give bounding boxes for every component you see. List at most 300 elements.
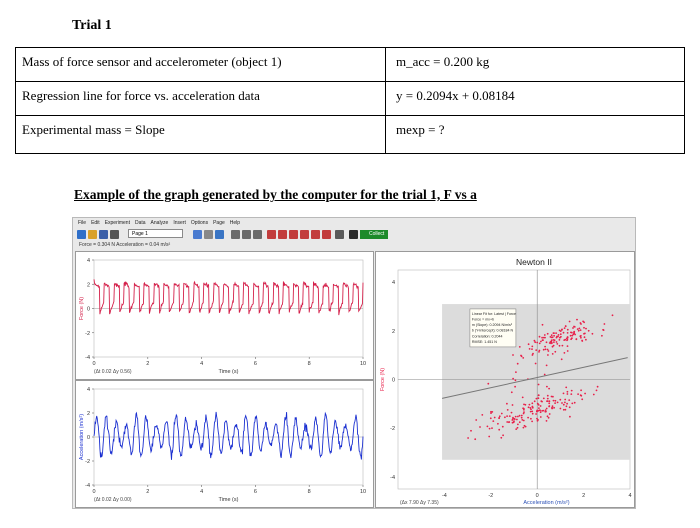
- data-point: [571, 335, 573, 337]
- y-tick-label: 2: [391, 328, 395, 335]
- data-point: [517, 427, 519, 429]
- data-point: [536, 398, 538, 400]
- data-point: [563, 339, 565, 341]
- data-point: [551, 396, 553, 398]
- data-point: [584, 393, 586, 395]
- data-point: [539, 409, 541, 411]
- data-point: [601, 335, 603, 337]
- data-point: [546, 386, 548, 388]
- data-point: [474, 438, 476, 440]
- data-point: [560, 330, 562, 332]
- data-point: [511, 391, 513, 393]
- data-point: [506, 421, 508, 423]
- data-point: [584, 333, 586, 335]
- y-axis-label: Acceleration (m/s²): [79, 413, 85, 461]
- data-point: [547, 415, 549, 417]
- data-point: [565, 387, 567, 389]
- data-point: [580, 337, 582, 339]
- data-point: [548, 406, 550, 408]
- linear-fit-icon[interactable]: [311, 230, 320, 239]
- data-point: [507, 409, 509, 411]
- data-point: [487, 383, 489, 385]
- data-point: [528, 343, 530, 345]
- acceleration-time-graph[interactable]: [75, 380, 374, 508]
- data-point: [512, 404, 514, 406]
- data-point: [547, 400, 549, 402]
- y-tick-label: -2: [390, 426, 395, 433]
- data-point: [516, 419, 518, 421]
- data-point: [497, 423, 499, 425]
- newton-ii-graph[interactable]: [375, 251, 635, 508]
- y-tick-label: 0: [86, 306, 90, 313]
- data-point: [580, 329, 582, 331]
- data-point: [574, 402, 576, 404]
- data-point: [551, 407, 553, 409]
- fit-info-line: m (Slope): 0.2094 N/m/s²: [471, 323, 513, 328]
- y-tick-label: 2: [86, 282, 90, 289]
- data-point: [531, 346, 533, 348]
- data-point: [540, 416, 542, 418]
- data-point: [585, 328, 587, 330]
- data-point: [535, 413, 537, 415]
- data-point: [517, 363, 519, 365]
- data-point: [552, 353, 554, 355]
- data-point: [571, 403, 573, 405]
- table-cell-value: mexp = ?: [386, 116, 685, 154]
- data-point: [532, 406, 534, 408]
- menu-item-experiment[interactable]: Experiment: [104, 220, 130, 226]
- data-point: [559, 339, 561, 341]
- data-point: [571, 390, 573, 392]
- data-point: [488, 436, 490, 438]
- data-point: [538, 397, 540, 399]
- data-point: [522, 357, 524, 359]
- data-point: [597, 386, 599, 388]
- data-point: [561, 329, 563, 331]
- data-point: [571, 337, 573, 339]
- data-point: [555, 400, 557, 402]
- data-point: [550, 336, 552, 338]
- x-axis-label: Time (s): [218, 369, 239, 375]
- x-tick-label: 0: [92, 489, 96, 495]
- page-nav-icon[interactable]: [193, 230, 202, 239]
- data-point: [580, 394, 582, 396]
- data-point: [549, 413, 551, 415]
- fit-info-line: Correlation: 0.2044: [471, 334, 503, 339]
- x-tick-label: 4: [200, 489, 204, 495]
- data-point: [537, 410, 539, 412]
- data-point: [541, 410, 543, 412]
- open-folder-icon[interactable]: [88, 230, 97, 239]
- x-tick-label: 8: [307, 489, 311, 495]
- sensor-readout: Force = 0.304 N Acceleration = 0.04 m/s²: [79, 242, 171, 248]
- data-point: [546, 420, 548, 422]
- print-icon[interactable]: [110, 230, 119, 239]
- data-point: [576, 319, 578, 321]
- data-point: [498, 417, 500, 419]
- data-point: [578, 330, 580, 332]
- data-point: [563, 332, 565, 334]
- data-point: [538, 384, 540, 386]
- data-point: [559, 399, 561, 401]
- data-point: [539, 343, 541, 345]
- data-point: [557, 402, 559, 404]
- data-point: [553, 407, 555, 409]
- menu-item-edit[interactable]: Edit: [91, 220, 100, 226]
- x-tick-label: 0: [92, 361, 96, 367]
- data-point: [530, 411, 532, 413]
- delta-readout: (Δt 0.02 Δy 0.00): [94, 497, 132, 503]
- data-point: [517, 416, 519, 418]
- data-point: [504, 416, 506, 418]
- data-point: [550, 343, 552, 345]
- data-point: [559, 345, 561, 347]
- x-tick-label: -2: [488, 493, 494, 499]
- fit-info-line: Linear Fit for: Latest | Force: [471, 311, 516, 316]
- fit-info-line: Force = mx+b: [471, 317, 495, 322]
- data-point: [553, 335, 555, 337]
- data-point: [512, 378, 514, 380]
- x-axis-label: Time (s): [218, 497, 239, 503]
- data-point: [541, 337, 543, 339]
- y-tick-label: -4: [85, 355, 90, 361]
- data-point: [580, 389, 582, 391]
- data-point: [561, 358, 563, 360]
- y-tick-label: 2: [86, 411, 90, 417]
- y-tick-label: -2: [85, 330, 90, 337]
- data-point: [566, 405, 568, 407]
- data-point: [519, 415, 521, 417]
- y-tick-label: 0: [391, 377, 395, 384]
- zoom-in-icon[interactable]: [242, 230, 251, 239]
- x-tick-label: 6: [253, 489, 257, 495]
- statistics-icon[interactable]: [300, 230, 309, 239]
- data-point: [506, 403, 508, 405]
- data-point: [552, 346, 554, 348]
- data-point: [525, 404, 527, 406]
- data-point: [604, 323, 606, 325]
- new-file-icon[interactable]: [77, 230, 86, 239]
- data-point: [523, 420, 525, 422]
- data-point: [563, 404, 565, 406]
- data-point: [573, 332, 575, 334]
- data-point: [569, 321, 571, 323]
- data-point: [559, 337, 561, 339]
- data-point: [570, 393, 572, 395]
- data-point: [523, 427, 525, 429]
- data-point: [523, 411, 525, 413]
- data-point: [517, 424, 519, 426]
- data-point: [532, 353, 534, 355]
- data-point: [467, 437, 469, 439]
- data-point: [529, 348, 531, 350]
- integral-icon[interactable]: [289, 230, 298, 239]
- x-tick-label: 0: [535, 493, 539, 499]
- x-tick-label: 8: [307, 361, 311, 367]
- data-point: [567, 337, 569, 339]
- data-point: [545, 409, 547, 411]
- data-point: [579, 335, 581, 337]
- data-point: [527, 417, 529, 419]
- menu-item-analyze[interactable]: Analyze: [150, 220, 169, 226]
- data-point: [494, 417, 496, 419]
- data-point: [552, 336, 554, 338]
- table-icon[interactable]: [204, 230, 213, 239]
- data-point: [539, 336, 541, 338]
- data-point: [521, 417, 523, 419]
- data-point: [500, 437, 502, 439]
- data-point: [499, 415, 501, 417]
- page-select[interactable]: Page 1: [128, 229, 183, 238]
- menu-item-file[interactable]: File: [78, 220, 87, 226]
- parameters-table: [15, 47, 685, 154]
- data-point: [519, 346, 521, 348]
- data-point: [535, 363, 537, 365]
- data-point: [558, 334, 560, 336]
- data-point: [515, 416, 517, 418]
- data-point: [593, 394, 595, 396]
- data-point: [584, 336, 586, 338]
- sensor-icon[interactable]: [349, 230, 358, 239]
- data-point: [540, 405, 542, 407]
- data-point: [577, 393, 579, 395]
- data-point: [502, 434, 504, 436]
- data-point: [491, 411, 493, 413]
- data-point: [522, 397, 524, 399]
- data-point: [531, 402, 533, 404]
- data-point: [544, 346, 546, 348]
- y-axis-label: Force (N): [79, 296, 85, 321]
- data-point: [557, 336, 559, 338]
- data-point: [560, 333, 562, 335]
- data-point: [528, 406, 530, 408]
- collect-button[interactable]: Collect: [360, 230, 388, 239]
- data-point: [542, 339, 544, 341]
- y-tick-label: 4: [86, 258, 90, 264]
- data-point: [581, 398, 583, 400]
- data-point: [553, 332, 555, 334]
- data-point: [570, 335, 572, 337]
- data-point: [515, 379, 517, 381]
- x-tick-label: 2: [146, 489, 150, 495]
- table-row: [16, 82, 685, 116]
- data-point: [569, 406, 571, 408]
- menu-item-options[interactable]: Options: [190, 220, 209, 226]
- data-point: [534, 400, 536, 402]
- data-point: [540, 341, 542, 343]
- data-point: [544, 337, 546, 339]
- data-point: [547, 349, 549, 351]
- data-point: [564, 402, 566, 404]
- data-point: [512, 354, 514, 356]
- software-screenshot: [72, 217, 636, 509]
- data-point: [521, 415, 523, 417]
- y-tick-label: 4: [86, 387, 90, 393]
- x-tick-label: 10: [359, 361, 367, 367]
- data-point: [555, 332, 557, 334]
- data-point: [549, 400, 551, 402]
- tangent-icon[interactable]: [278, 230, 287, 239]
- examine-icon[interactable]: [267, 230, 276, 239]
- table-row: [16, 116, 685, 154]
- x-tick-label: 4: [628, 493, 632, 499]
- data-point: [576, 338, 578, 340]
- data-point: [565, 325, 567, 327]
- data-point: [562, 345, 564, 347]
- table-cell-value: m_acc = 0.200 kg: [386, 48, 685, 82]
- autoscale-icon[interactable]: [231, 230, 240, 239]
- data-point: [536, 418, 538, 420]
- data-point: [538, 404, 540, 406]
- data-point: [470, 430, 472, 432]
- data-point: [596, 390, 598, 392]
- x-tick-label: 2: [146, 361, 150, 367]
- data-point: [521, 355, 523, 357]
- data-point: [545, 348, 547, 350]
- data-point: [572, 327, 574, 329]
- data-point: [489, 428, 491, 430]
- data-point: [553, 339, 555, 341]
- data-point: [519, 421, 521, 423]
- data-point: [490, 417, 492, 419]
- data-point: [530, 418, 532, 420]
- data-point: [513, 421, 515, 423]
- data-point: [532, 413, 534, 415]
- data-point: [508, 421, 510, 423]
- data-point: [536, 342, 538, 344]
- data-point: [506, 415, 508, 417]
- menu-item-help[interactable]: Help: [229, 220, 241, 226]
- x-tick-label: -4: [441, 493, 447, 499]
- curve-fit-icon[interactable]: [322, 230, 331, 239]
- data-point: [567, 391, 569, 393]
- data-point: [546, 341, 548, 343]
- table-cell-label: Mass of force sensor and accelerometer (object 1): [16, 48, 386, 82]
- data-point: [525, 426, 527, 428]
- table-row: [16, 48, 685, 82]
- data-point: [548, 417, 550, 419]
- data-point: [548, 402, 550, 404]
- data-point: [544, 374, 546, 376]
- data-point: [564, 399, 566, 401]
- menu-item-page[interactable]: Page: [213, 220, 225, 226]
- menu-bar: [73, 218, 635, 228]
- data-point: [567, 332, 569, 334]
- data-point: [579, 328, 581, 330]
- x-tick-label: 10: [359, 489, 367, 495]
- data-point: [498, 429, 500, 431]
- fit-info-line: b (Y-Intercept): 0.08184 N: [471, 328, 514, 333]
- force-time-graph[interactable]: [75, 251, 374, 380]
- model-icon[interactable]: [335, 230, 344, 239]
- y-axis-label: Force (N): [380, 367, 386, 392]
- x-tick-label: 4: [200, 361, 204, 367]
- data-point: [538, 394, 540, 396]
- data-point: [565, 409, 567, 411]
- data-point: [553, 341, 555, 343]
- data-point: [567, 345, 569, 347]
- data-point: [539, 350, 541, 352]
- data-point: [567, 329, 569, 331]
- fit-info-line: RMSE: 1.451 N: [471, 339, 497, 344]
- data-point: [540, 411, 542, 413]
- table-cell-label: Regression line for force vs. acceleration data: [16, 82, 386, 116]
- graph-icon[interactable]: [215, 230, 224, 239]
- data-point: [544, 411, 546, 413]
- data-point: [561, 402, 563, 404]
- data-point: [542, 324, 544, 326]
- data-point: [567, 350, 569, 352]
- data-point: [531, 421, 533, 423]
- data-point: [543, 349, 545, 351]
- data-point: [574, 326, 576, 328]
- menu-item-data[interactable]: Data: [134, 220, 146, 226]
- data-point: [556, 343, 558, 345]
- data-point: [531, 348, 533, 350]
- example-caption: Example of the graph generated by the computer for the trial 1, F vs a: [74, 187, 477, 202]
- data-point: [546, 365, 548, 367]
- data-point: [546, 408, 548, 410]
- data-point: [551, 334, 553, 336]
- trial-title: Trial 1: [72, 18, 112, 33]
- data-point: [547, 395, 549, 397]
- y-tick-label: 4: [391, 280, 395, 287]
- data-point: [566, 403, 568, 405]
- data-point: [567, 393, 569, 395]
- data-point: [592, 333, 594, 335]
- data-point: [475, 419, 477, 421]
- data-point: [581, 340, 583, 342]
- data-point: [487, 426, 489, 428]
- data-point: [501, 413, 503, 415]
- data-point: [541, 401, 543, 403]
- data-point: [523, 409, 525, 411]
- data-point: [511, 412, 513, 414]
- y-tick-label: -4: [85, 483, 90, 489]
- data-point: [580, 322, 582, 324]
- data-point: [564, 352, 566, 354]
- data-point: [556, 337, 558, 339]
- data-point: [556, 341, 558, 343]
- data-point: [529, 404, 531, 406]
- data-point: [553, 400, 555, 402]
- data-point: [547, 354, 549, 356]
- data-point: [492, 420, 494, 422]
- save-icon[interactable]: [99, 230, 108, 239]
- data-point: [543, 398, 545, 400]
- data-point: [547, 398, 549, 400]
- table-cell-label: Experimental mass = Slope: [16, 116, 386, 154]
- data-point: [491, 427, 493, 429]
- data-point: [560, 408, 562, 410]
- menu-item-insert[interactable]: Insert: [173, 220, 186, 226]
- data-point: [552, 405, 554, 407]
- y-tick-label: 0: [86, 435, 90, 441]
- data-point: [573, 331, 575, 333]
- data-point: [479, 426, 481, 428]
- zoom-out-icon[interactable]: [253, 230, 262, 239]
- data-point: [577, 328, 579, 330]
- data-point: [569, 416, 571, 418]
- data-point: [502, 426, 504, 428]
- data-point: [612, 314, 614, 316]
- data-point: [515, 371, 517, 373]
- data-point: [567, 339, 569, 341]
- data-point: [538, 407, 540, 409]
- x-tick-label: 6: [253, 361, 257, 367]
- data-point: [564, 327, 566, 329]
- data-point: [481, 414, 483, 416]
